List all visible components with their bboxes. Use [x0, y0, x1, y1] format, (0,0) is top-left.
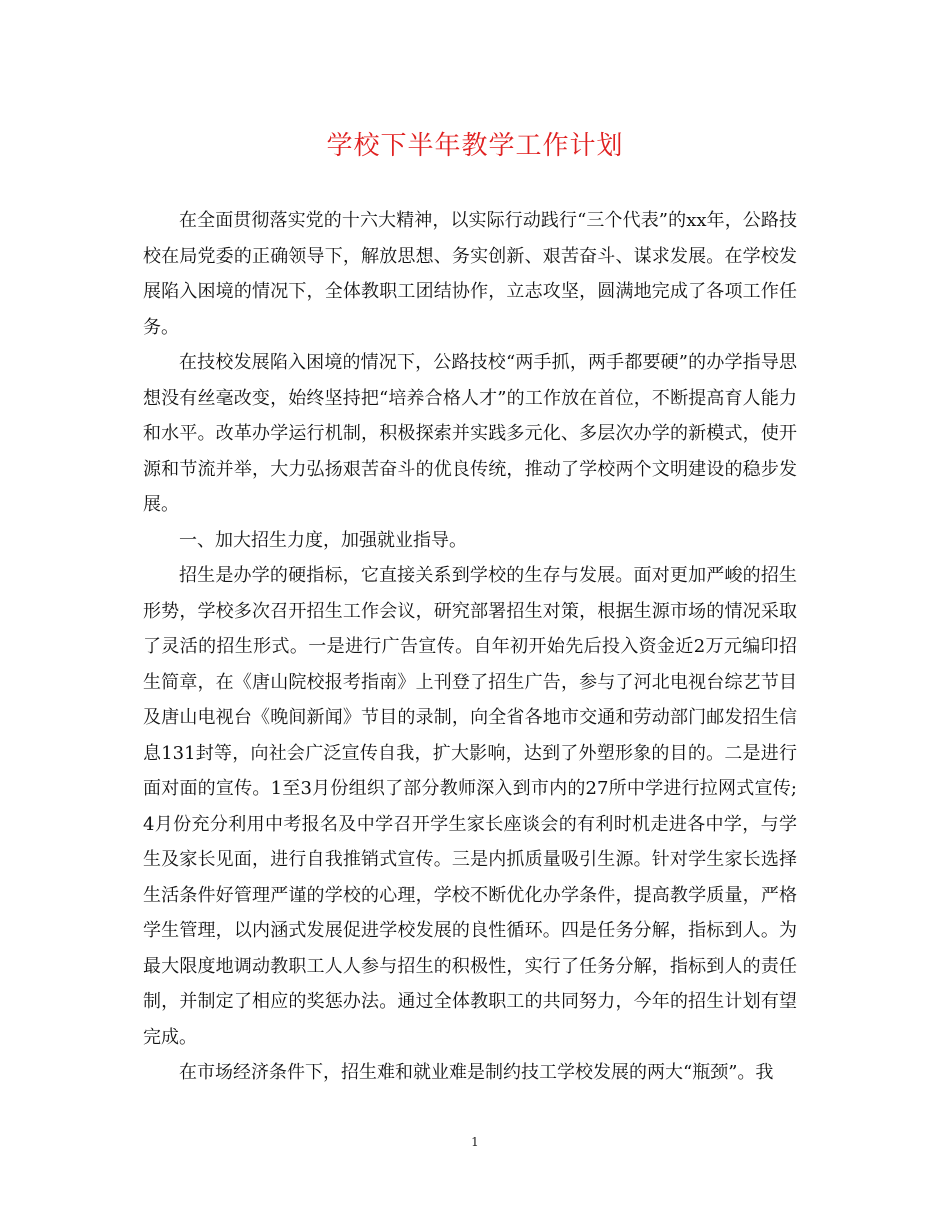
section-heading-enrollment: 一、加大招生力度，加强就业指导。 — [179, 529, 467, 551]
paragraph-enrollment: 招生是办学的硬指标，它直接关系到学校的生存与发展。面对更加严峻的招生形势，学校多次召开招生工作会议，研究部署招生对策，根据生源市场的情况采取了灵活的招生形式。一是进行广告宣传。自年初开始先后投入资金近2万元编印招生简章，在《唐山院校报考指南》上刊登了招生广告，参与了河北电视台综艺节目及唐山电视台《晚间新闻》节目的录制，向全省各地市交通和劳动部门邮发招生信息131封等，向社会广泛宣传自我，扩大影响，达到了外塑形象的目的。二是进行面对面的宣传。1至3月份组织了部分教师深入到市内的27所中学进行拉网式宣传;4月份充分利用中考报名及中学召开学生家长座谈会的有利时机走进各中学，与学生及家长见面，进行自我推销式宣传。三是内抓质量吸引生源。针对学生家长选择生活条件好管理严谨的学校的心理，学校不断优化办学条件，提高教学质量，严格学生管理，以内涵式发展促进学校发展的良性循环。四是任务分解，指标到人。为最大限度地调动教职工人人参与招生的积极性，实行了任务分解，指标到人的责任制，并制定了相应的奖惩办法。通过全体教职工的共同努力，今年的招生计划有望完成。 — [143, 565, 797, 1048]
page-number: 1 — [471, 1135, 479, 1149]
document-title: 学校下半年教学工作计划 — [326, 131, 624, 161]
paragraph-employment: 在市场经济条件下，招生难和就业难是制约技工学校发展的两大“瓶颈”。我 — [179, 1062, 774, 1083]
document-body — [143, 203, 797, 1091]
paragraph-intro: 在全面贯彻落实党的十六大精神，以实际行动践行“三个代表”的xx年，公路技校在局党委的正确领导下，解放思想、务实创新、艰苦奋斗、谋求发展。在学校发展陷入困境的情况下，全体教职工团结协作，立志攻坚，圆满地完成了各项工作任务。 — [143, 210, 797, 338]
paragraph-guidance: 在技校发展陷入困境的情况下，公路技校“两手抓，两手都要硬”的办学指导思想没有丝毫改变，始终坚持把“培养合格人才”的工作放在首位，不断提高育人能力和水平。改革办学运行机制，积极探索并实践多元化、多层次办学的新模式，使开源和节流并举，大力弘扬艰苦奋斗的优良传统，推动了学校两个文明建设的稳步发展。 — [143, 352, 797, 515]
